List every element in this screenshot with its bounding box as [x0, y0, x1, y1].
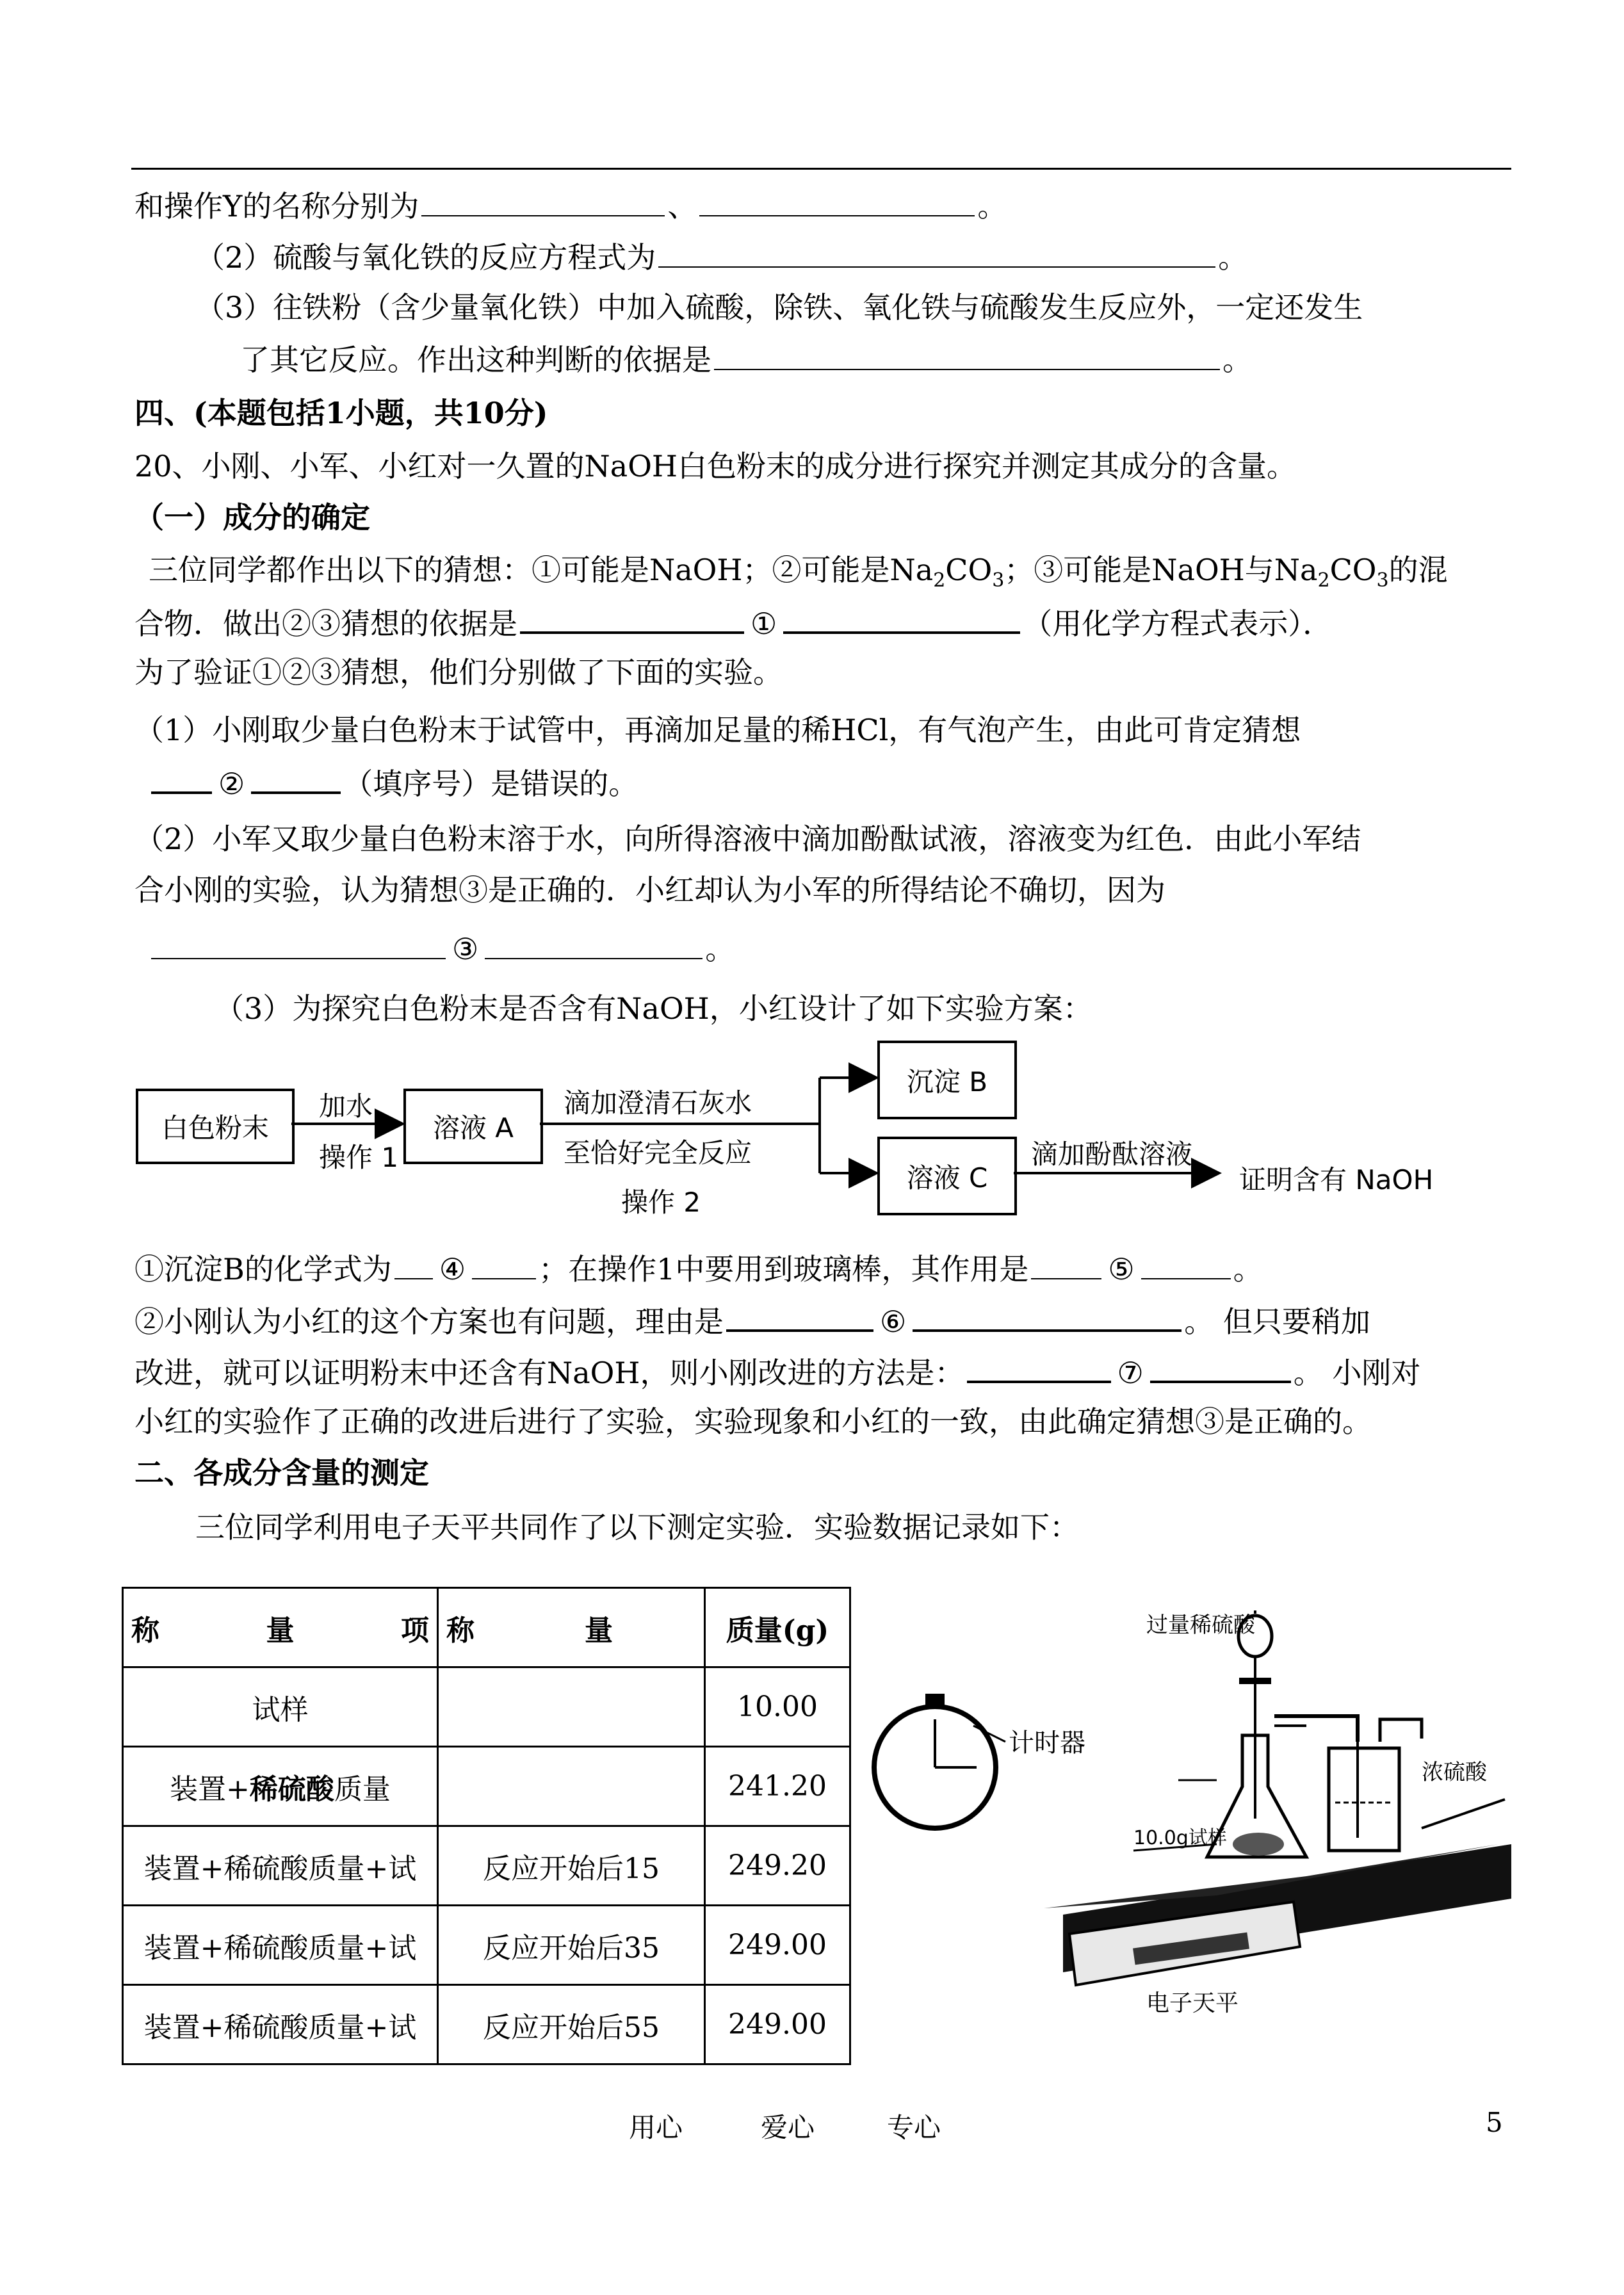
answer-blank[interactable] — [967, 1351, 1111, 1383]
answer-blank[interactable] — [726, 1300, 873, 1332]
subscript: 2 — [1317, 569, 1330, 592]
subscript: 3 — [1376, 569, 1389, 592]
cell-item: 装置+稀硫酸质量+试 — [123, 1826, 438, 1906]
apparatus-illustration — [858, 1575, 1524, 2023]
table-row — [123, 1985, 850, 2064]
table-row — [123, 1906, 850, 1985]
cell-item: 装置+稀硫酸质量 — [123, 1747, 438, 1826]
part2-intro: 三位同学利用电子天平共同作了以下测定实验．实验数据记录如下： — [195, 1510, 1079, 1545]
section-title: 四、(本题包括1小题，共10分) — [134, 396, 548, 430]
cell-time: 反应开始后15 — [438, 1826, 705, 1906]
apparatus-drawing — [858, 1575, 1524, 2023]
text: （填序号）是错误的。 — [343, 766, 638, 801]
data-table — [122, 1587, 851, 2065]
cell-time: 反应开始后55 — [438, 1985, 705, 2064]
answer-line-1 — [134, 1249, 1263, 1288]
question-3-line1: （3）往铁粉（含少量氧化铁）中加入硫酸，除铁、氧化铁与硫酸发生反应外，一定还发生 — [195, 290, 1363, 325]
flow-step2-op: 操作 2 — [621, 1187, 701, 1218]
footer-text-2: 爱心 — [761, 2112, 815, 2143]
line-end: 。 — [977, 189, 1007, 223]
flow-step1-op: 操作 1 — [319, 1142, 399, 1173]
answer-blank[interactable] — [913, 1300, 1181, 1332]
footer-text-1: 用心 — [629, 2112, 683, 2143]
line-end: 。 — [1222, 343, 1252, 377]
continuation-text: 和操作Y的名称分别为 — [134, 189, 419, 223]
cell-time — [438, 1747, 705, 1826]
header-mass: 质量(g) — [705, 1588, 850, 1667]
answer-mark: ⑥ — [880, 1304, 907, 1339]
table-row — [123, 1667, 850, 1747]
cell-mass: 241.20 — [705, 1747, 850, 1826]
separator: 、 — [667, 189, 697, 223]
text: 。 但只要稍加 — [1184, 1304, 1370, 1339]
label-sample: 10.0g试样 — [1133, 1827, 1227, 1849]
header-weigh: 称 量 — [438, 1588, 705, 1667]
table-header-row — [123, 1588, 850, 1667]
subscript: 2 — [933, 569, 946, 592]
text: CO — [1329, 553, 1377, 587]
page-number: 5 — [1486, 2107, 1503, 2138]
cell-time — [438, 1667, 705, 1747]
flow-step2-label2: 至恰好完全反应 — [564, 1137, 752, 1169]
step3-line: （3）为探究白色粉末是否含有NaOH，小红设计了如下实验方案： — [215, 991, 1092, 1026]
flow-step3-label: 滴加酚酞溶液 — [1031, 1139, 1193, 1170]
answer-mark: ④ — [439, 1252, 466, 1286]
cell-mass: 10.00 — [705, 1667, 850, 1747]
question-text: 了其它反应。作出这种判断的依据是 — [240, 343, 711, 377]
text: （用化学方程式表示）． — [1023, 606, 1333, 641]
label-conc-acid: 浓硫酸 — [1422, 1760, 1487, 1785]
label-timer: 计时器 — [1009, 1728, 1085, 1758]
step2-line1: （2）小军又取少量白色粉末溶于水，向所得溶液中滴加酚酞试液，溶液变为红色．由此小军结 — [134, 822, 1361, 856]
answer-mark: ⑦ — [1117, 1356, 1144, 1390]
cell-item: 试样 — [123, 1667, 438, 1747]
flow-step1-label: 加水 — [319, 1091, 373, 1122]
cell-item: 装置+稀硫酸质量+试 — [123, 1985, 438, 2064]
cell-item: 装置+稀硫酸质量+试 — [123, 1906, 438, 1985]
answer-mark: ① — [751, 606, 777, 641]
answer-mark: ⑤ — [1108, 1252, 1135, 1286]
cell-mass: 249.20 — [705, 1826, 850, 1906]
label-dilute-acid: 过量稀硫酸 — [1146, 1612, 1255, 1638]
text: ②小刚认为小红的这个方案也有问题，理由是 — [134, 1304, 724, 1339]
text: 的混 — [1388, 553, 1448, 587]
text: 。 — [705, 932, 735, 966]
answer-line-3 — [134, 1351, 1420, 1392]
cell-mass: 249.00 — [705, 1906, 850, 1985]
header-item: 称 量 项 — [123, 1588, 438, 1667]
flow-box-precipitate-b: 沉淀 B — [877, 1041, 1017, 1119]
text: 三位同学都作出以下的猜想：①可能是NaOH；②可能是Na — [149, 553, 934, 587]
label-balance: 电子天平 — [1146, 1990, 1239, 2016]
answer-mark: ③ — [452, 932, 479, 966]
table-row — [123, 1747, 850, 1826]
part1-title: （一）成分的确定 — [134, 500, 370, 535]
text: 改进，就可以证明粉末中还含有NaOH，则小刚改进的方法是： — [134, 1356, 964, 1390]
text: ；在操作1中要用到玻璃棒，其作用是 — [539, 1252, 1029, 1286]
flow-box-solution-a: 溶液 A — [403, 1089, 543, 1164]
text: 。 — [1233, 1252, 1263, 1286]
answer-mark: ② — [218, 766, 245, 801]
footer-text-3: 专心 — [887, 2112, 941, 2143]
text: 合物．做出②③猜想的依据是 — [134, 606, 517, 641]
step1-line1: （1）小刚取少量白色粉末于试管中，再滴加足量的稀HCl，有气泡产生，由此可肯定猜想 — [134, 713, 1301, 747]
text: ①沉淀B的化学式为 — [134, 1252, 392, 1286]
answer-blank[interactable] — [1141, 1249, 1231, 1279]
answer-line-2 — [134, 1300, 1370, 1341]
flow-box-white-powder: 白色粉末 — [136, 1089, 295, 1164]
part2-title: 二、各成分含量的测定 — [134, 1456, 429, 1490]
answer-line-4: 小红的实验作了正确的改进后进行了实验，实验现象和小红的一致，由此确定猜想③是正确的。 — [134, 1404, 1372, 1439]
flow-box-solution-c: 溶液 C — [877, 1137, 1017, 1215]
verify-line: 为了验证①②③猜想，他们分别做了下面的实验。 — [134, 655, 783, 690]
step2-line2: 合小刚的实验，认为猜想③是正确的．小红却认为小军的所得结论不确切，因为 — [134, 873, 1165, 907]
answer-blank[interactable] — [1031, 1249, 1101, 1279]
answer-blank[interactable] — [394, 1249, 433, 1279]
flow-step2-label: 滴加澄清石灰水 — [564, 1087, 752, 1119]
text: ；③可能是NaOH与Na — [1004, 553, 1318, 587]
answer-blank[interactable] — [1150, 1351, 1291, 1383]
subscript: 3 — [992, 569, 1005, 592]
question-text: （2）硫酸与氧化铁的反应方程式为 — [195, 240, 656, 275]
cell-time: 反应开始后35 — [438, 1906, 705, 1985]
text: CO — [945, 553, 993, 587]
line-end: 。 — [1218, 240, 1248, 275]
answer-blank[interactable] — [472, 1249, 536, 1279]
cell-mass: 249.00 — [705, 1985, 850, 2064]
question-20-intro: 20、小刚、小军、小红对一久置的NaOH白色粉末的成分进行探究并测定其成分的含量。 — [134, 449, 1297, 483]
text: 。 小刚对 — [1293, 1356, 1421, 1390]
table-row — [123, 1826, 850, 1906]
flow-result: 证明含有 NaOH — [1239, 1164, 1434, 1196]
